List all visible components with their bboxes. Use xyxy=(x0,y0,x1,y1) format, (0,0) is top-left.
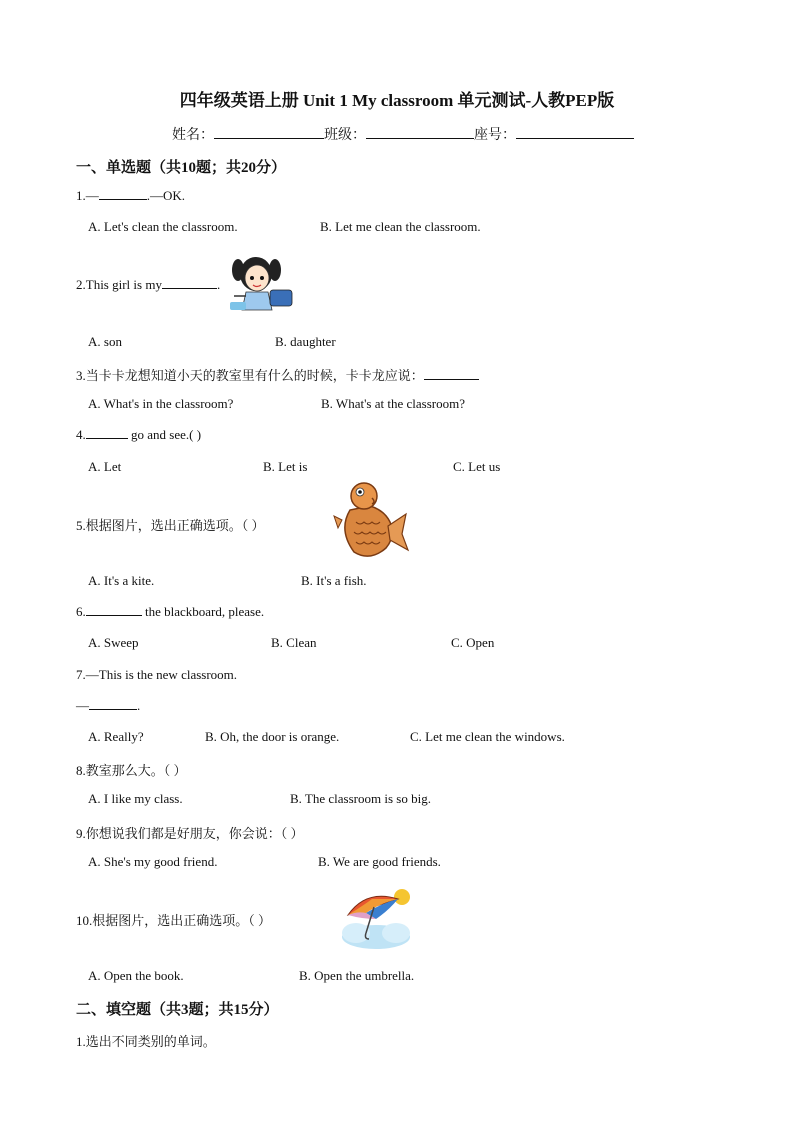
question-7-response: — . xyxy=(76,698,141,713)
section-heading-fill-in: 二、填空题（共3题；共15分） xyxy=(76,1002,279,1018)
seat-field[interactable] xyxy=(516,126,634,139)
option-b[interactable]: B. Oh, the door is orange. xyxy=(205,729,340,744)
question-6: 6. the blackboard, please. xyxy=(76,604,265,619)
option-c[interactable]: C. Open xyxy=(451,635,495,650)
fish-picture xyxy=(330,480,410,564)
umbrella-picture xyxy=(336,885,416,953)
class-label: 班级： xyxy=(324,128,366,143)
option-b[interactable]: B. It's a fish. xyxy=(301,573,367,588)
option-b[interactable]: B. Open the umbrella. xyxy=(299,968,415,983)
question-10: 10.根据图片，选出正确选项。（ ） xyxy=(76,913,272,928)
option-b[interactable]: B. daughter xyxy=(275,334,336,349)
name-label: 姓名： xyxy=(172,128,214,143)
question-7: 7.—This is the new classroom. xyxy=(76,667,238,682)
option-a[interactable]: A. I like my class. xyxy=(88,791,183,806)
girl-picture xyxy=(228,252,298,314)
option-a[interactable]: A. It's a kite. xyxy=(88,573,155,588)
page-title: 四年级英语上册 Unit 1 My classroom 单元测试-人教PEP版 xyxy=(179,91,615,110)
option-b[interactable]: B. Clean xyxy=(271,635,317,650)
option-c[interactable]: C. Let me clean the windows. xyxy=(410,729,565,744)
question-2: 2.This girl is my . xyxy=(76,277,221,292)
option-a[interactable]: A. Sweep xyxy=(88,635,139,650)
answer-blank[interactable] xyxy=(99,189,147,200)
name-field[interactable] xyxy=(214,126,324,139)
class-field[interactable] xyxy=(366,126,474,139)
option-b[interactable]: B. Let is xyxy=(263,459,308,474)
option-a[interactable]: A. son xyxy=(88,334,122,349)
option-b[interactable]: B. What's at the classroom? xyxy=(321,396,465,411)
answer-blank[interactable] xyxy=(86,428,128,439)
student-info xyxy=(172,124,634,144)
seat-label: 座号： xyxy=(474,128,516,143)
option-a[interactable]: A. Really? xyxy=(88,729,144,744)
option-a[interactable]: A. She's my good friend. xyxy=(88,854,218,869)
option-a[interactable]: A. What's in the classroom? xyxy=(88,396,234,411)
answer-blank[interactable] xyxy=(89,699,137,710)
option-b[interactable]: B. We are good friends. xyxy=(318,854,441,869)
option-b[interactable]: B. Let me clean the classroom. xyxy=(320,219,481,234)
answer-blank[interactable] xyxy=(162,278,217,289)
question-9: 9.你想说我们都是好朋友，你会说：（ ） xyxy=(76,826,304,841)
option-c[interactable]: C. Let us xyxy=(453,459,501,474)
option-b[interactable]: B. The classroom is so big. xyxy=(290,791,431,806)
question-5: 5.根据图片，选出正确选项。（ ） xyxy=(76,518,265,533)
answer-blank[interactable] xyxy=(86,605,142,616)
option-a[interactable]: A. Open the book. xyxy=(88,968,184,983)
question-8: 8.教室那么大。（ ） xyxy=(76,763,187,778)
fill-question-1: 1.选出不同类别的单词。 xyxy=(76,1034,216,1049)
answer-blank[interactable] xyxy=(424,369,479,380)
option-a[interactable]: A. Let's clean the classroom. xyxy=(88,219,238,234)
question-3: 3.当卡卡龙想知道小天的教室里有什么的时候，卡卡龙应说： xyxy=(76,365,479,384)
section-heading-single-choice: 一、单选题（共10题；共20分） xyxy=(76,160,287,176)
question-4: 4. go and see.( ) xyxy=(76,427,202,442)
question-1: 1.— .—OK. xyxy=(76,188,186,203)
option-a[interactable]: A. Let xyxy=(88,459,122,474)
